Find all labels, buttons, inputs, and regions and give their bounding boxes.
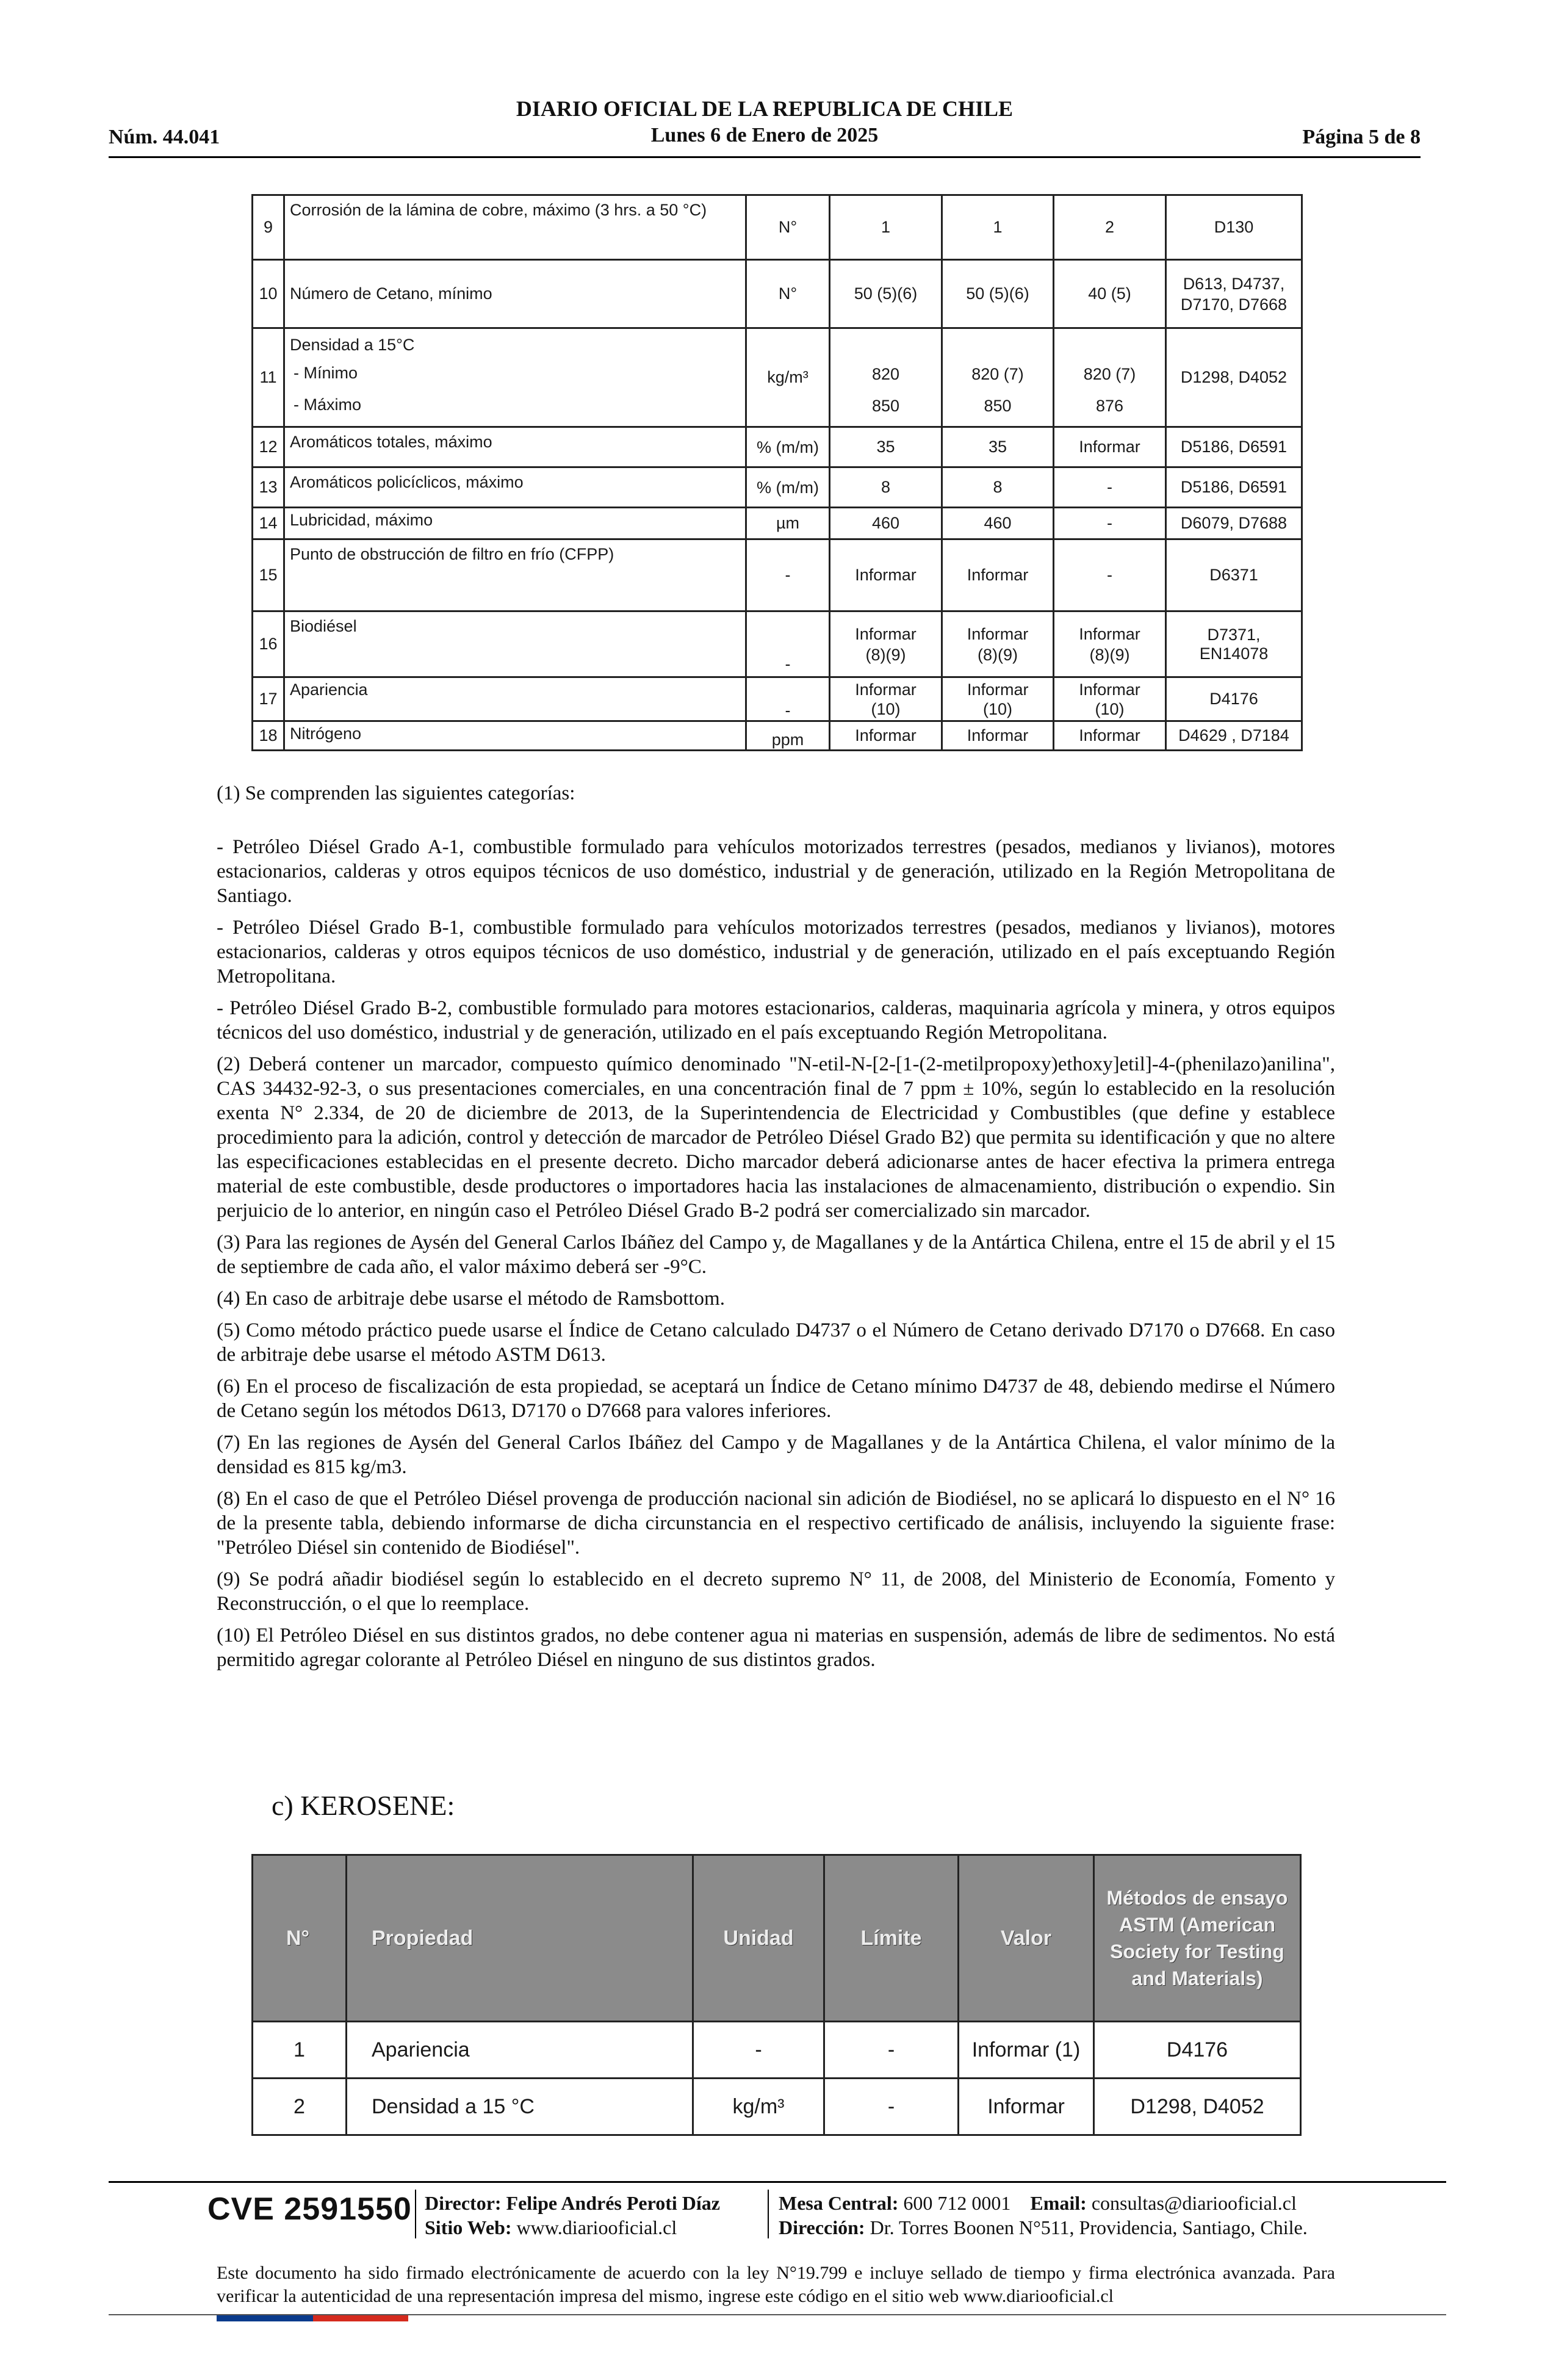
grade-b2-cell	[1054, 328, 1166, 427]
address-label: Dirección:	[779, 2216, 865, 2238]
table-row	[253, 2022, 1301, 2079]
header-property: Propiedad	[347, 1855, 693, 2022]
grade-a1-min: 820	[871, 364, 900, 383]
row-number: 12	[253, 427, 284, 467]
grade-b2-cell: Informar	[1054, 721, 1166, 751]
property-name: Número de Cetano, mínimo	[284, 260, 746, 328]
unit-cell: kg/m³	[693, 2079, 824, 2135]
limit-cell: -	[824, 2079, 959, 2135]
kerosene-section-title: c) KEROSENE:	[272, 1790, 455, 1821]
grade-a1-cell: Informar (8)(9)	[830, 611, 942, 677]
property-name: Corrosión de la lámina de cobre, máximo (3 hrs. a 50 °C)	[284, 195, 746, 260]
central-phone: 600 712 0001	[903, 2192, 1011, 2214]
table-row	[253, 328, 1302, 427]
legal-notice: Este documento ha sido firmado electrónicamente de acuerdo con la ley N°19.799 e incluye sellado de tiempo y firma electrónica avanzada. Para verificar la autenticidad de una representación impresa del mismo, ingrese este código en el sitio web www.diariooficial.cl	[217, 2263, 1335, 2306]
table-row	[253, 611, 1302, 677]
footer-separator	[768, 2190, 769, 2238]
row-number: 15	[253, 539, 284, 611]
grade-b1-cell: 1	[942, 195, 1054, 260]
property-name: Densidad a 15 °C	[347, 2079, 693, 2135]
grade-a1-cell: Informar (10)	[830, 677, 942, 721]
limit-cell: -	[824, 2022, 959, 2079]
header-divider	[109, 156, 1421, 158]
property-name: Apariencia	[347, 2022, 693, 2079]
email-label: Email:	[1030, 2192, 1087, 2214]
note-paragraph: - Petróleo Diésel Grado B-2, combustible formulado para motores estacionarios, calderas, maquinaria agrícola y minera, y otros equipos técnicos del uso doméstico, industrial y de generación, utilizado en el país exceptuando Región Metropolitana.	[217, 997, 1335, 1044]
method-cell: D5186, D6591	[1166, 427, 1302, 467]
unit-cell: -	[746, 677, 830, 721]
row-number: 11	[253, 328, 284, 427]
grade-b2-max: 876	[1095, 396, 1124, 415]
grade-b2-cell: -	[1054, 508, 1166, 539]
table-row	[253, 467, 1302, 508]
publication-date: Lunes 6 de Enero de 2025	[650, 124, 879, 146]
row-number: 18	[253, 721, 284, 751]
method-cell: D4176	[1094, 2022, 1301, 2079]
row-number: 17	[253, 677, 284, 721]
grade-b1-cell	[942, 328, 1054, 427]
director-label: Director:	[425, 2192, 502, 2214]
issue-number: Núm. 44.041	[109, 126, 220, 148]
address-text: Dr. Torres Boonen N°511, Providencia, Santiago, Chile.	[870, 2216, 1308, 2238]
method-cell: D5186, D6591	[1166, 467, 1302, 508]
unit-cell: µm	[746, 508, 830, 539]
row-number: 2	[253, 2079, 347, 2135]
row-number: 1	[253, 2022, 347, 2079]
grade-b1-min: 820 (7)	[971, 364, 1024, 383]
property-name: Lubricidad, máximo	[284, 508, 746, 539]
grade-b2-cell: -	[1054, 467, 1166, 508]
footer-contact-block	[779, 2191, 1308, 2240]
grade-b1-cell: Informar	[942, 721, 1054, 751]
diesel-spec-table	[251, 194, 1303, 751]
table-row	[253, 677, 1302, 721]
table-row	[253, 260, 1302, 328]
note-paragraph: (4) En caso de arbitraje debe usarse el método de Ramsbottom.	[217, 1288, 725, 1310]
grade-b2-cell: Informar	[1054, 427, 1166, 467]
grade-a1-cell: 1	[830, 195, 942, 260]
central-label: Mesa Central:	[779, 2192, 899, 2214]
grade-b2-cell: -	[1054, 539, 1166, 611]
notes-intro: (1) Se comprenden las siguientes categorías:	[217, 782, 575, 804]
property-name: Punto de obstrucción de filtro en frío (CFPP)	[284, 539, 746, 611]
grade-b1-cell: Informar (10)	[942, 677, 1054, 721]
method-cell: D6371	[1166, 539, 1302, 611]
page-number: Página 5 de 8	[1302, 126, 1421, 148]
grade-b1-cell: Informar	[942, 539, 1054, 611]
method-cell: D1298, D4052	[1094, 2079, 1301, 2135]
row-number: 10	[253, 260, 284, 328]
publication-title-block	[109, 95, 1421, 149]
row-number: 14	[253, 508, 284, 539]
table-row	[253, 427, 1302, 467]
property-name: Aromáticos totales, máximo	[284, 427, 746, 467]
unit-cell: kg/m³	[746, 328, 830, 427]
density-max-label: - Máximo	[294, 395, 362, 414]
table-row	[253, 195, 1302, 260]
grade-b2-cell: Informar (10)	[1054, 677, 1166, 721]
method-cell: D1298, D4052	[1166, 328, 1302, 427]
grade-b1-cell: 8	[942, 467, 1054, 508]
table-row	[253, 539, 1302, 611]
grade-a1-cell: 35	[830, 427, 942, 467]
method-cell: D130	[1166, 195, 1302, 260]
unit-cell: -	[746, 611, 830, 677]
header-number: N°	[253, 1855, 347, 2022]
flag-stripe-red	[313, 2315, 408, 2321]
note-paragraph: (9) Se podrá añadir biodiésel según lo establecido en el decreto supremo N° 11, de 2008, del Ministerio de Economía, Fomento y Reconstrucción, o el que lo reemplace.	[217, 1568, 1335, 1615]
grade-b1-cell: 50 (5)(6)	[942, 260, 1054, 328]
grade-b1-cell: Informar (8)(9)	[942, 611, 1054, 677]
site-label: Sitio Web:	[425, 2216, 512, 2238]
grade-a1-max: 850	[871, 396, 900, 415]
grade-b2-cell: 2	[1054, 195, 1166, 260]
grade-a1-cell: Informar	[830, 721, 942, 751]
header-methods: Métodos de ensayo ASTM (American Society for Testing and Materials)	[1094, 1855, 1301, 2022]
unit-cell: % (m/m)	[746, 467, 830, 508]
note-paragraph: - Petróleo Diésel Grado A-1, combustible formulado para vehículos motorizados terrestres (pesados, medianos y livianos), motores estacionarios, calderas y otros equipos técnicos de uso doméstico, industrial y de generación, utilizado en la Región Metropolitana de Santiago.	[217, 836, 1335, 907]
unit-cell: -	[746, 539, 830, 611]
header-value: Valor	[959, 1855, 1094, 2022]
method-cell: D7371, EN14078	[1166, 611, 1302, 677]
table-row	[253, 508, 1302, 539]
table-row	[253, 2079, 1301, 2135]
header-unit: Unidad	[693, 1855, 824, 2022]
note-paragraph: (5) Como método práctico puede usarse el Índice de Cetano calculado D4737 o el Número de Cetano derivado D7170 o D7668. En caso de arbitraje debe usarse el método ASTM D613.	[217, 1319, 1335, 1366]
note-paragraph: (10) El Petróleo Diésel en sus distintos grados, no debe contener agua ni materias en suspensión, además de libre de sedimentos. No está permitido agregar colorante al Petróleo Diésel en ninguno de sus distintos grados.	[217, 1625, 1335, 1671]
flag-stripe-blue	[217, 2315, 313, 2321]
director-name: Felipe Andrés Peroti Díaz	[506, 2192, 720, 2214]
method-cell: D613, D4737, D7170, D7668	[1166, 260, 1302, 328]
table-notes	[217, 781, 1335, 1679]
property-name: Apariencia	[284, 677, 746, 721]
footer-director-block	[425, 2191, 720, 2240]
grade-b1-cell: 35	[942, 427, 1054, 467]
unit-cell: % (m/m)	[746, 427, 830, 467]
grade-a1-cell: 8	[830, 467, 942, 508]
grade-b1-cell: 460	[942, 508, 1054, 539]
note-paragraph: - Petróleo Diésel Grado B-1, combustible formulado para vehículos motorizados terrestres (pesados, medianos y livianos), motores estacionarios, calderas y otros equipos técnicos de uso doméstico, industrial y de generación, utilizado en el país exceptuando Región Metropolitana.	[217, 917, 1335, 987]
note-paragraph: (8) En el caso de que el Petróleo Diésel provenga de producción nacional sin adición de Biodiésel, no se aplicará lo dispuesto en el N° 16 de la presente tabla, debiendo informarse de dicha circunstancia en el respectivo certificado de análisis, incluyendo la siguiente frase: "Petróleo Diésel sin contenido de Biodiésel".	[217, 1488, 1335, 1559]
note-paragraph: (6) En el proceso de fiscalización de esta propiedad, se aceptará un Índice de Cetano mínimo D4737 de 48, debiendo medirse el Número de Cetano según los métodos D613, D7170 o D7668 para valores inferiores.	[217, 1376, 1335, 1422]
footer-divider	[109, 2181, 1446, 2183]
note-paragraph: (7) En las regiones de Aysén del General Carlos Ibáñez del Campo y de Magallanes y de la Antártica Chilena, el valor mínimo de la densidad es 815 kg/m3.	[217, 1432, 1335, 1478]
grade-a1-cell: Informar	[830, 539, 942, 611]
note-paragraph: (2) Deberá contener un marcador, compuesto químico denominado "N-etil-N-[2-[1-(2-metilpropoxy)ethoxy]etil]-4-(phenilazo)anilina", CAS 34432-92-3, o sus presentaciones comerciales, en una concentración final de 7 ppm ± 10%, según lo establecido en la resolución exenta N° 2.334, de 20 de diciembre de 2013, de la Superintendencia de Electricidad y Combustibles (que define y establece procedimiento para la adición, control y detección de marcador de Petróleo Diésel Grado B2) que permita su identificación y que no altere las especificaciones establecidas en el presente decreto. Dicho marcador deberá adicionarse antes de hacer efectiva la primera entrega material de este combustible, desde productores o importadores hacia las instalaciones de almacenamiento, distribución o expendio. Sin perjuicio de lo anterior, en ningún caso el Petróleo Diésel Grado B-2 podrá ser comercializado sin marcador.	[217, 1053, 1335, 1222]
note-paragraph: (3) Para las regiones de Aysén del General Carlos Ibáñez del Campo y, de Magallanes y de la Antártica Chilena, entre el 15 de abril y el 15 de septiembre de cada año, el valor máximo deberá ser -9°C.	[217, 1231, 1335, 1278]
table-header-row	[253, 1855, 1301, 2022]
value-cell: Informar (1)	[959, 2022, 1094, 2079]
grade-a1-cell	[830, 328, 942, 427]
grade-a1-cell: 460	[830, 508, 942, 539]
density-min-label: - Mínimo	[294, 364, 358, 382]
grade-b2-min: 820 (7)	[1083, 364, 1136, 383]
unit-cell: -	[693, 2022, 824, 2079]
page-header	[109, 93, 1421, 154]
property-name: Nitrógeno	[284, 721, 746, 751]
kerosene-table	[251, 1854, 1302, 2136]
table-row	[253, 721, 1302, 751]
property-name: Aromáticos policíclicos, máximo	[284, 467, 746, 508]
property-name-block	[284, 328, 746, 427]
footer-separator	[415, 2190, 416, 2238]
header-limit: Límite	[824, 1855, 959, 2022]
cve-code: CVE 2591550	[207, 2191, 412, 2227]
grade-b2-cell: 40 (5)	[1054, 260, 1166, 328]
method-cell: D4629 , D7184	[1166, 721, 1302, 751]
email-link[interactable]: consultas@diariooficial.cl	[1091, 2192, 1297, 2214]
unit-cell: N°	[746, 195, 830, 260]
unit-cell: N°	[746, 260, 830, 328]
row-number: 9	[253, 195, 284, 260]
method-cell: D4176	[1166, 677, 1302, 721]
row-number: 13	[253, 467, 284, 508]
value-cell: Informar	[959, 2079, 1094, 2135]
row-number: 16	[253, 611, 284, 677]
unit-cell: ppm	[746, 721, 830, 751]
grade-b1-max: 850	[984, 396, 1012, 415]
property-name: Biodiésel	[284, 611, 746, 677]
grade-a1-cell: 50 (5)(6)	[830, 260, 942, 328]
publication-title: DIARIO OFICIAL DE LA REPUBLICA DE CHILE	[516, 96, 1014, 121]
site-link[interactable]: www.diariooficial.cl	[516, 2216, 677, 2238]
method-cell: D6079, D7688	[1166, 508, 1302, 539]
grade-b2-cell: Informar (8)(9)	[1054, 611, 1166, 677]
property-name: Densidad a 15°C	[290, 336, 415, 354]
